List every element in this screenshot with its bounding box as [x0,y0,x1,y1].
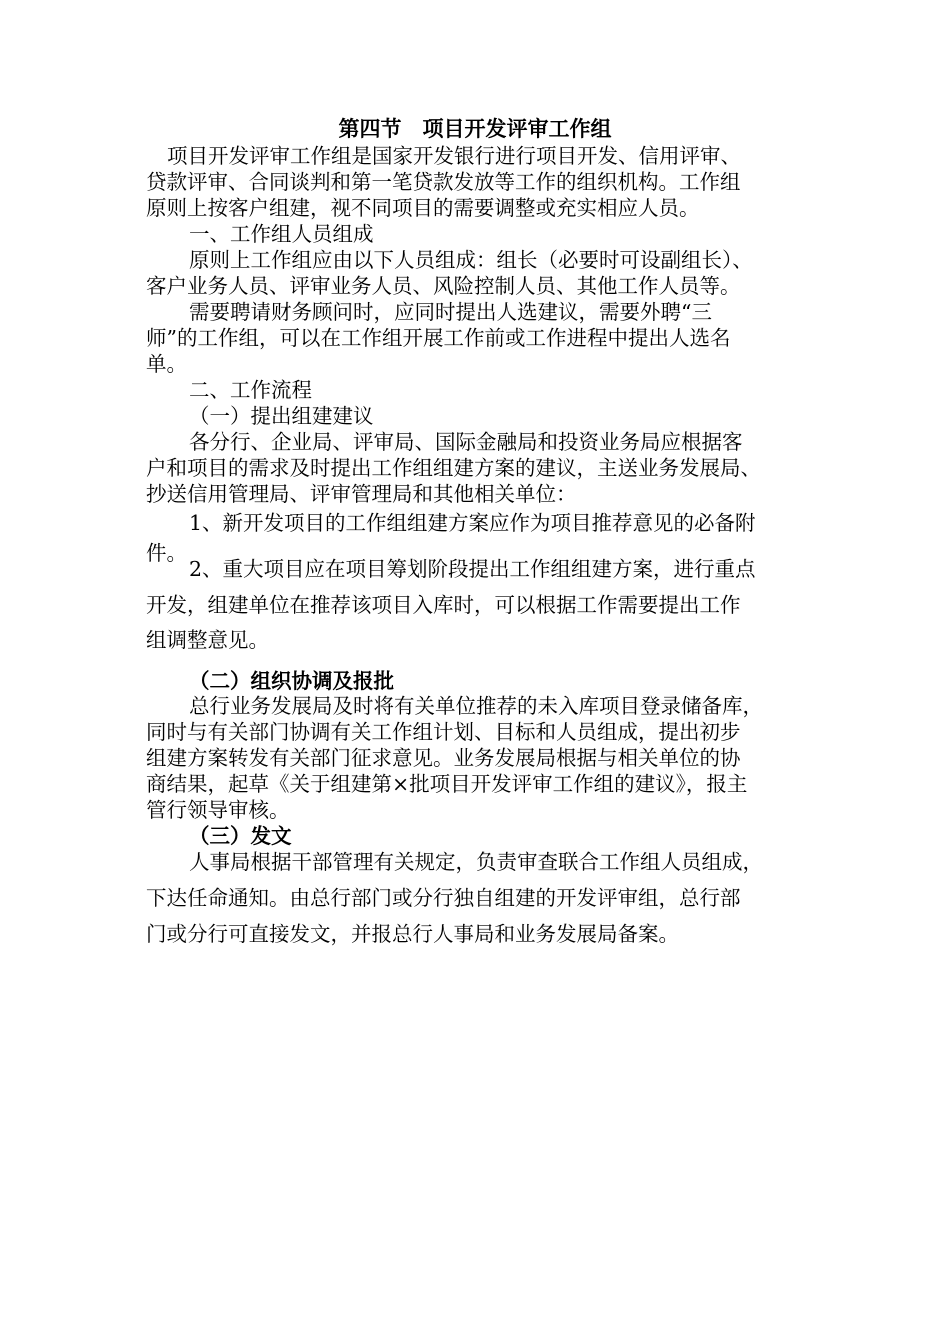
heading-level-2: （二）组织协调及报批 [189,669,394,693]
heading-level-2: （三）发文 [189,824,292,848]
heading-level-1: 一、工作组人员组成 [189,222,374,246]
paragraph-line: 总行业务发展局及时将有关单位推荐的未入库项目登录储备库， [189,694,763,718]
list-item-line: 1、新开发项目的工作组组建方案应作为项目推荐意见的必备附 [189,511,756,535]
list-item-line: 件。 [146,541,187,565]
paragraph-line: 抄送信用管理局、评审管理局和其他相关单位： [146,482,577,506]
heading-level-1: 二、工作流程 [189,378,312,402]
paragraph-line: 同时与有关部门协调有关工作组计划、目标和人员组成，提出初步 [146,720,741,744]
paragraph-line: 贷款评审、合同谈判和第一笔贷款发放等工作的组织机构。工作组 [146,170,741,194]
paragraph-line: 组建方案转发有关部门征求意见。业务发展局根据与相关单位的协 [146,746,741,770]
paragraph-line: 门或分行可直接发文，并报总行人事局和业务发展局备案。 [146,922,679,946]
paragraph-line: 需要聘请财务顾问时，应同时提出人选建议，需要外聘“三 [189,300,712,324]
paragraph-line: 项目开发评审工作组是国家开发银行进行项目开发、信用评审、 [167,144,741,168]
paragraph-line: 下达任命通知。由总行部门或分行独自组建的开发评审组，总行部 [146,886,741,910]
paragraph-line: 商结果，起草《关于组建第×批项目开发评审工作组的建议》，报主 [146,772,748,796]
section-title: 第四节 项目开发评审工作组 [338,117,612,141]
paragraph-line: 各分行、企业局、评审局、国际金融局和投资业务局应根据客 [189,430,743,454]
list-item-line: 组调整意见。 [146,628,269,652]
paragraph-line: 原则上工作组应由以下人员组成：组长（必要时可设副组长）、 [189,248,753,272]
paragraph-line: 人事局根据干部管理有关规定，负责审查联合工作组人员组成， [189,850,763,874]
paragraph-line: 户和项目的需求及时提出工作组组建方案的建议，主送业务发展局、 [146,456,761,480]
list-item-line: 开发，组建单位在推荐该项目入库时，可以根据工作需要提出工作 [146,593,741,617]
heading-level-2: （一）提出组建建议 [189,404,374,428]
paragraph-line: 单。 [146,352,187,376]
list-item-line: 2、重大项目应在项目筹划阶段提出工作组组建方案，进行重点 [189,557,756,581]
paragraph-line: 师”的工作组，可以在工作组开展工作前或工作进程中提出人选名 [146,326,731,350]
paragraph-line: 管行领导审核。 [146,798,290,822]
paragraph-line: 原则上按客户组建，视不同项目的需要调整或充实相应人员。 [146,196,700,220]
paragraph-line: 客户业务人员、评审业务人员、风险控制人员、其他工作人员等。 [146,274,741,298]
